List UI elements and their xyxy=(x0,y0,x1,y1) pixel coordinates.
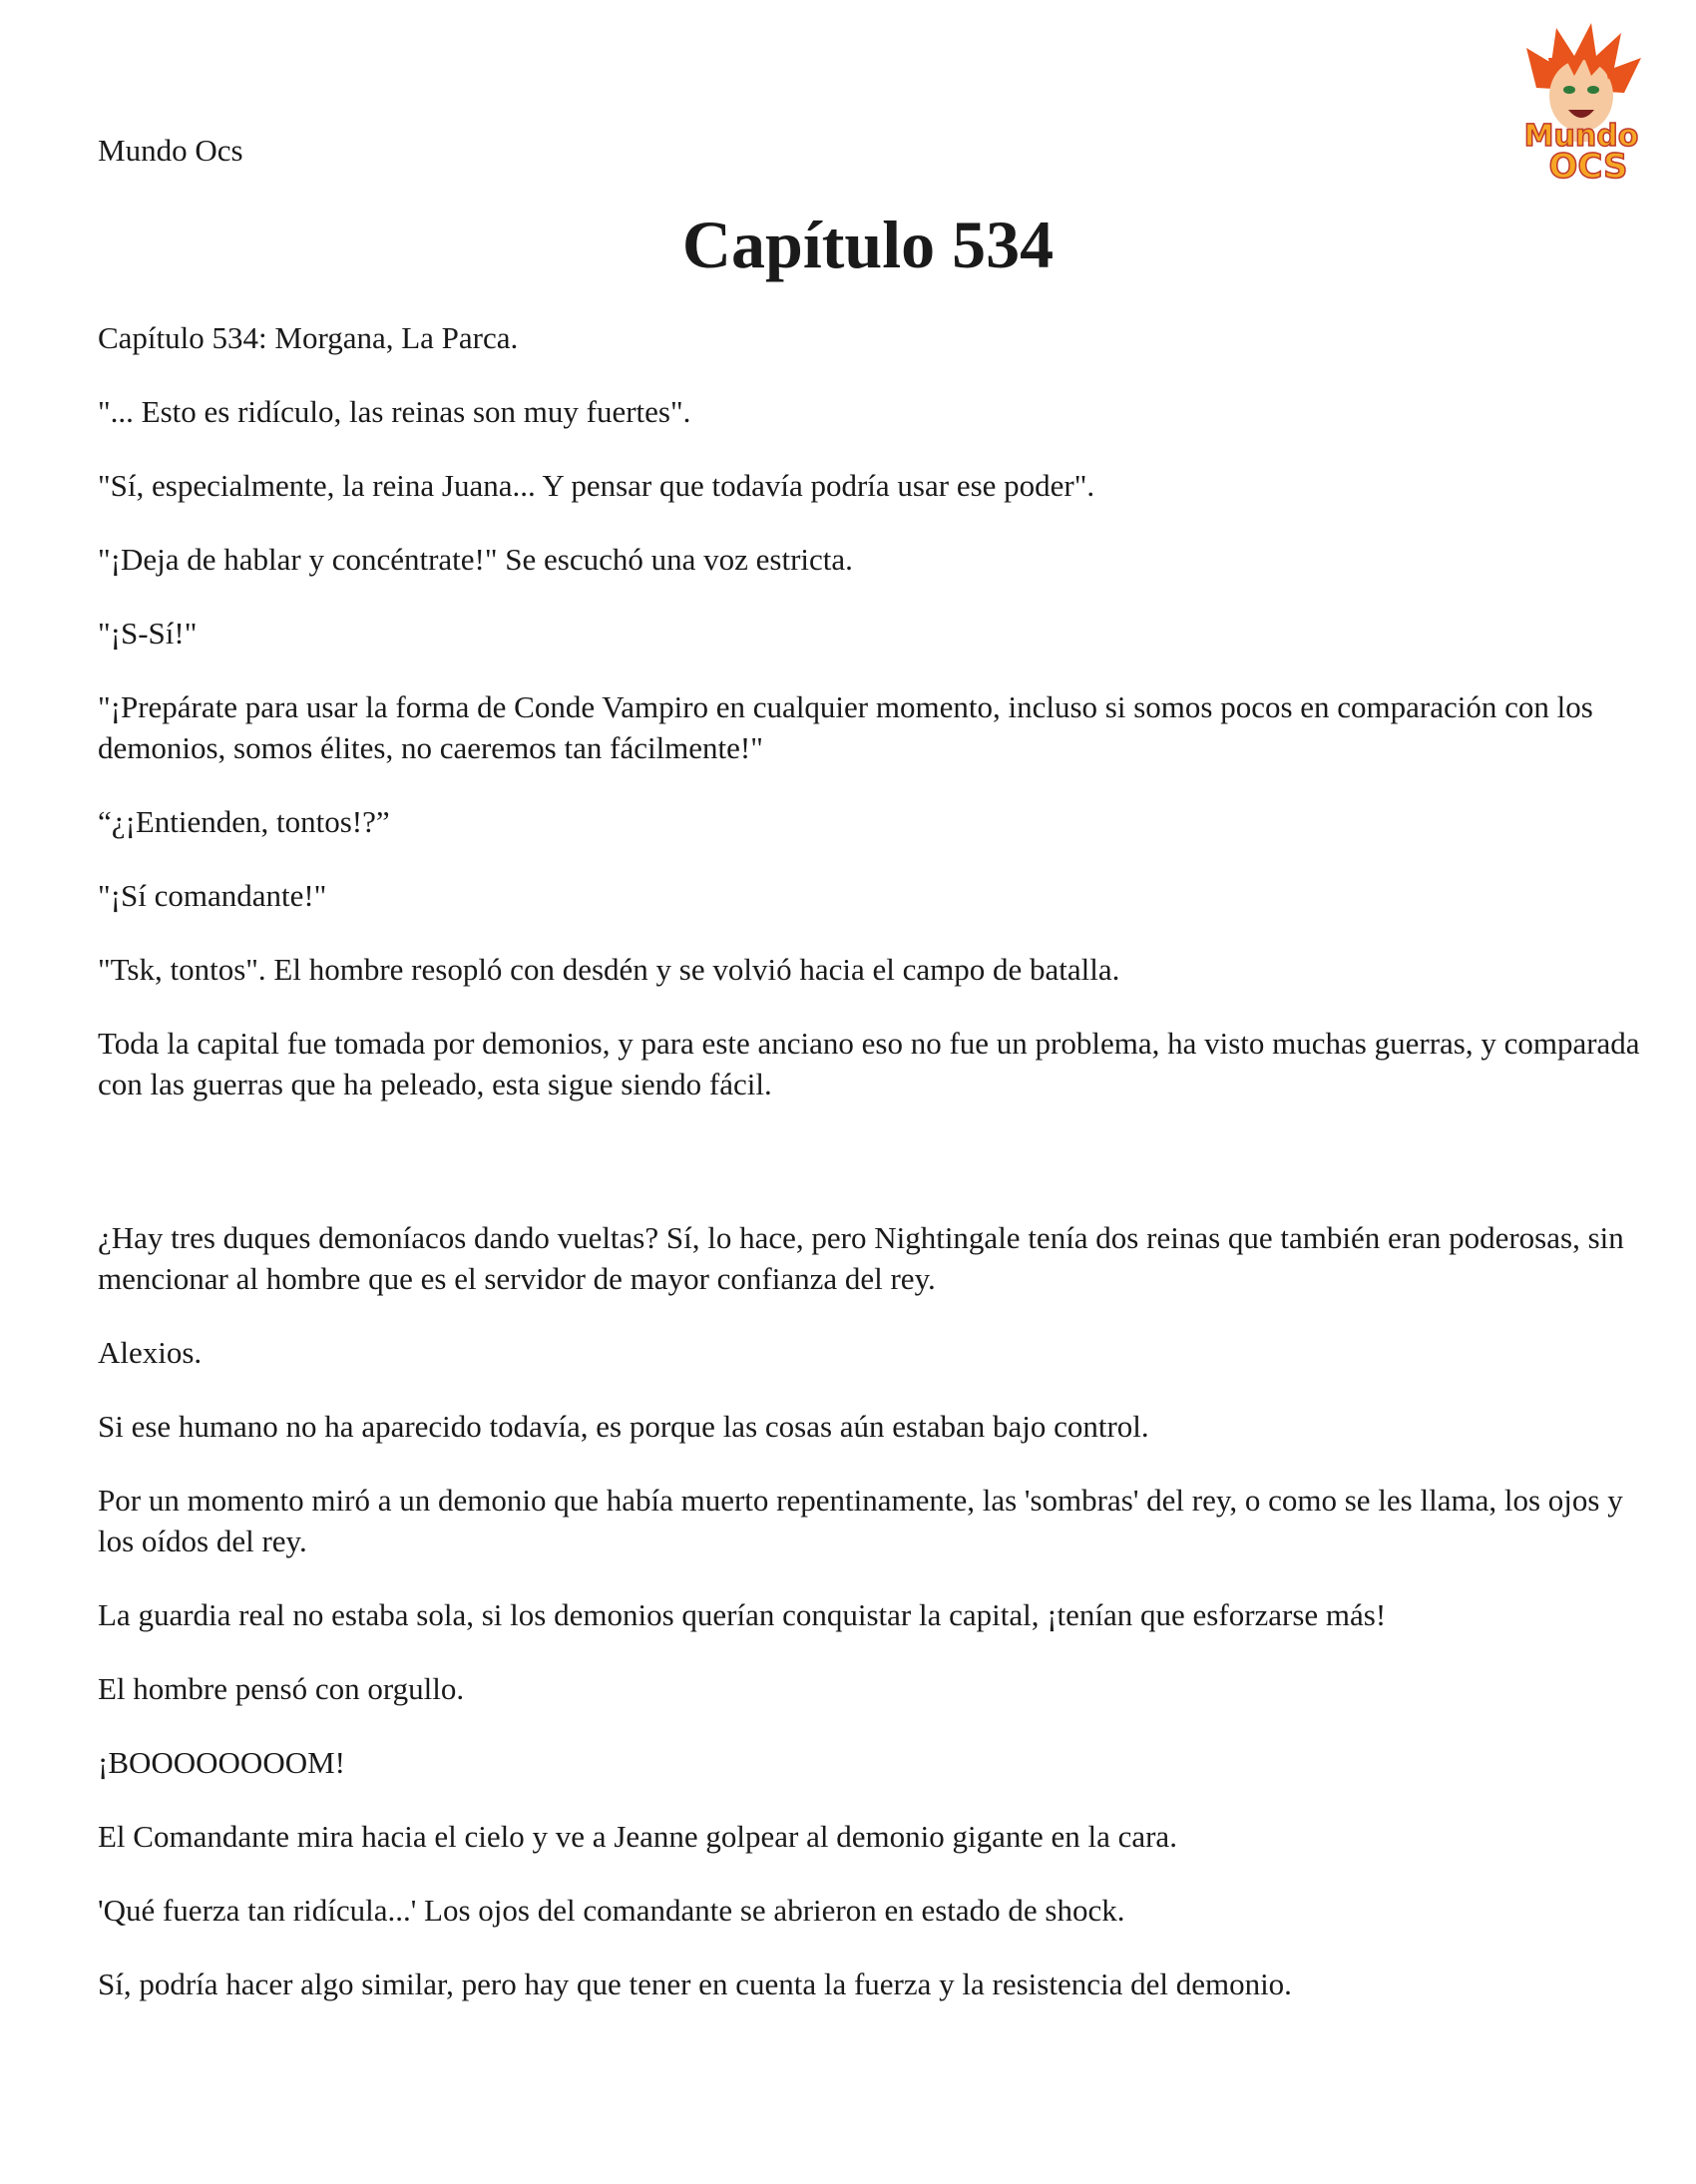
chapter-body xyxy=(98,317,1654,2037)
paragraph: Alexios. xyxy=(98,1335,203,1370)
paragraph: "... Esto es ridículo, las reinas son muy fuertes". xyxy=(98,394,691,429)
paragraph: El Comandante mira hacia el cielo y ve a Jeanne golpear al demonio gigante en la cara. xyxy=(98,1819,1177,1854)
paragraph: ¡BOOOOOOOOM! xyxy=(98,1745,345,1780)
paragraph: Si ese humano no ha aparecido todavía, es porque las cosas aún estaban bajo control. xyxy=(98,1409,1149,1444)
paragraph: "¡Sí comandante!" xyxy=(98,878,327,913)
mundo-ocs-logo xyxy=(1496,18,1666,188)
paragraph: "¡S-Sí!" xyxy=(98,616,198,651)
paragraph: El hombre pensó con orgullo. xyxy=(98,1671,465,1706)
paragraph: "Sí, especialmente, la reina Juana... Y pensar que todavía podría usar ese poder". xyxy=(98,468,1095,503)
logo-text-mundo: Mundo xyxy=(1523,119,1639,154)
paragraph: ¿Hay tres duques demoníacos dando vueltas? Sí, lo hace, pero Nightingale tenía dos reinas que también eran poderosas, sin mencionar al hombre que es el servidor de mayor confianza del rey. xyxy=(98,1220,1624,1296)
paragraph: Capítulo 534: Morgana, La Parca. xyxy=(98,320,519,355)
paragraph: "¡Prepárate para usar la forma de Conde Vampiro en cualquier momento, incluso si somos pocos en comparación con los demonios, somos élites, no caeremos tan fácilmente!" xyxy=(98,689,1593,765)
paragraph: Toda la capital fue tomada por demonios, y para este anciano eso no fue un problema, ha visto muchas guerras, y comparada con las guerras que ha peleado, esta sigue siendo fácil. xyxy=(98,1026,1640,1101)
paragraph: Sí, podría hacer algo similar, pero hay que tener en cuenta la fuerza y la resistencia del demonio. xyxy=(98,1966,1292,2001)
chapter-title: Capítulo 534 xyxy=(681,207,1055,282)
paragraph: “¿¡Entienden, tontos!?” xyxy=(98,804,390,839)
paragraph: "Tsk, tontos". El hombre resopló con desdén y se volvió hacia el campo de batalla. xyxy=(98,952,1120,987)
site-name: Mundo Ocs xyxy=(98,133,243,168)
paragraph: Por un momento miró a un demonio que había muerto repentinamente, las 'sombras' del rey, o como se les llama, los ojos y los oídos del rey. xyxy=(98,1483,1623,1558)
paragraph: La guardia real no estaba sola, si los demonios querían conquistar la capital, ¡tenían que esforzarse más! xyxy=(98,1597,1387,1632)
logo-text-ocs: OCS xyxy=(1548,147,1628,187)
paragraph: "¡Deja de hablar y concéntrate!" Se escuchó una voz estricta. xyxy=(98,542,853,577)
paragraph: 'Qué fuerza tan ridícula...' Los ojos del comandante se abrieron en estado de shock. xyxy=(98,1893,1125,1928)
